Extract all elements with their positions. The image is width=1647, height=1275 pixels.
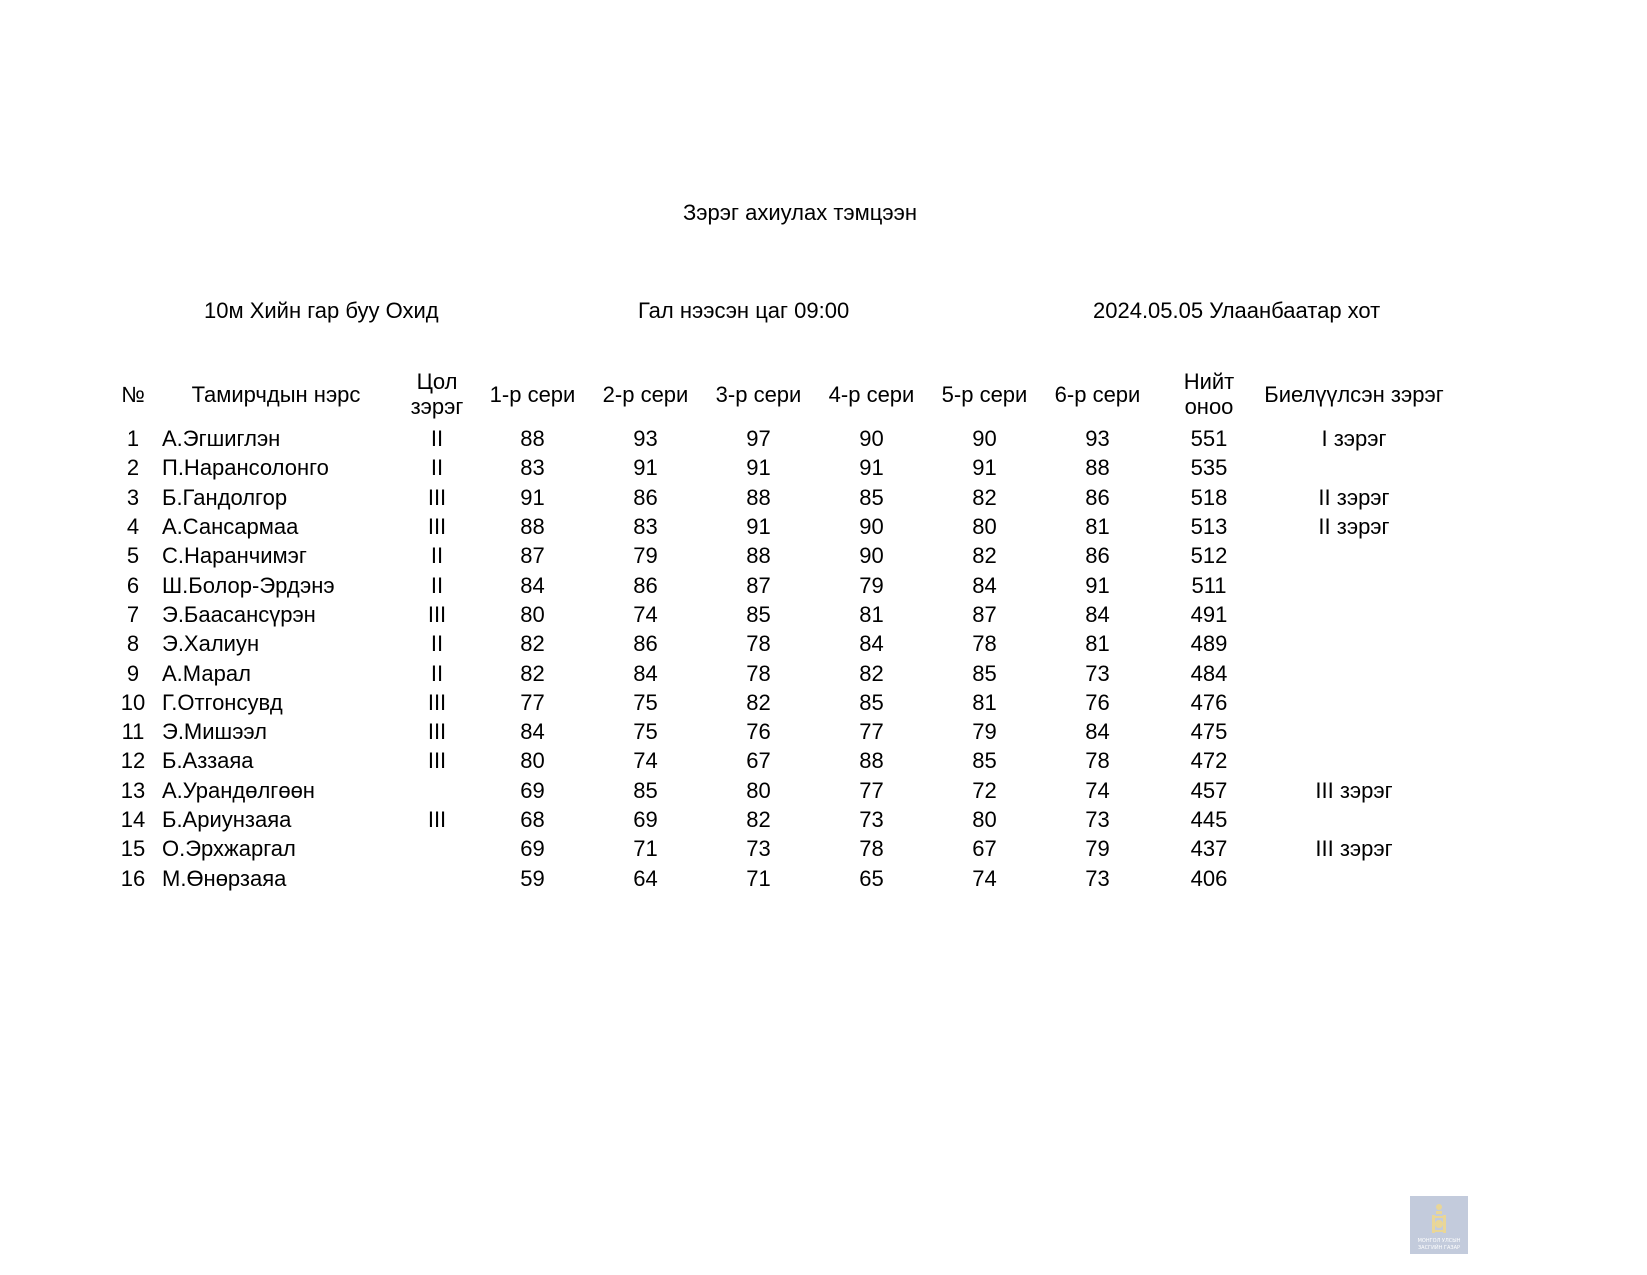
cell-series-2: 74	[633, 748, 658, 774]
cell-current-rank: III	[427, 689, 447, 715]
cell-athlete-name: О.Эрхжаргал	[162, 836, 296, 862]
cell-series-4: 91	[859, 455, 884, 481]
cell-series-5: 74	[972, 865, 997, 891]
table-row	[112, 688, 1444, 717]
cell-total-score: 457	[1190, 777, 1228, 803]
cell-no: 6	[126, 572, 140, 598]
cell-athlete-name: А.Урандөлгөөн	[162, 777, 315, 803]
cell-total-score: 535	[1190, 455, 1228, 481]
cell-series-3: 80	[746, 777, 771, 803]
cell-series-5: 84	[972, 572, 997, 598]
table-row	[112, 424, 1444, 453]
header-series-6: 6-р сери	[1054, 381, 1141, 407]
cell-total-score: 472	[1190, 748, 1228, 774]
header-total: Нийт оноо	[1183, 369, 1235, 419]
cell-current-rank	[398, 863, 476, 892]
cell-total-score: 475	[1190, 719, 1228, 745]
cell-series-1: 88	[520, 426, 545, 452]
cell-achieved-rank	[1264, 600, 1444, 629]
cell-series-5: 67	[972, 836, 997, 862]
cell-series-6: 74	[1085, 777, 1110, 803]
cell-series-4: 85	[859, 484, 884, 510]
table-row	[112, 746, 1444, 775]
cell-series-5: 85	[972, 660, 997, 686]
cell-achieved-rank	[1264, 688, 1444, 717]
cell-no: 3	[126, 484, 140, 510]
cell-series-5: 91	[972, 455, 997, 481]
cell-no: 9	[126, 660, 140, 686]
cell-series-2: 79	[633, 543, 658, 569]
cell-series-3: 82	[746, 689, 771, 715]
cell-total-score: 491	[1190, 601, 1228, 627]
cell-current-rank: II	[430, 631, 444, 657]
table-row	[112, 541, 1444, 570]
cell-achieved-rank	[1264, 629, 1444, 658]
cell-series-6: 86	[1085, 543, 1110, 569]
cell-athlete-name: Э.Баасансүрэн	[162, 601, 316, 627]
cell-total-score: 484	[1190, 660, 1228, 686]
cell-total-score: 518	[1190, 484, 1228, 510]
cell-athlete-name: Э.Халиун	[162, 631, 260, 657]
cell-achieved-rank	[1264, 863, 1444, 892]
cell-total-score: 489	[1190, 631, 1228, 657]
cell-total-score: 406	[1190, 865, 1228, 891]
header-series-5: 5-р сери	[941, 381, 1028, 407]
cell-current-rank: II	[430, 660, 444, 686]
cell-series-4: 65	[859, 865, 884, 891]
cell-current-rank: III	[427, 807, 447, 832]
cell-series-6: 81	[1085, 631, 1110, 657]
cell-series-2: 86	[633, 484, 658, 510]
date-place: 2024.05.05 Улаанбаатар хот	[1093, 298, 1381, 323]
cell-series-3: 67	[746, 748, 771, 774]
cell-series-1: 82	[520, 660, 545, 686]
cell-series-5: 72	[972, 777, 997, 803]
cell-series-1: 87	[520, 543, 545, 569]
cell-series-4: 77	[859, 777, 884, 803]
cell-total-score: 445	[1190, 807, 1228, 832]
cell-achieved-rank: III зэрэг	[1315, 836, 1393, 862]
cell-series-2: 83	[633, 514, 658, 540]
cell-series-5: 79	[972, 719, 997, 745]
cell-series-6: 88	[1085, 455, 1110, 481]
cell-current-rank: III	[427, 719, 447, 745]
cell-series-3: 88	[746, 484, 771, 510]
cell-series-3: 76	[746, 719, 771, 745]
cell-achieved-rank: II зэрэг	[1318, 514, 1390, 540]
header-series-2: 2-р сери	[602, 381, 689, 407]
cell-achieved-rank	[1264, 570, 1444, 599]
cell-series-3: 71	[746, 865, 771, 891]
header-rank: Цол зэрэг	[410, 369, 464, 419]
cell-achieved-rank: III зэрэг	[1315, 777, 1393, 803]
cell-series-2: 91	[633, 455, 658, 481]
cell-current-rank: II	[430, 572, 444, 598]
cell-series-2: 71	[633, 836, 658, 862]
cell-series-3: 82	[746, 807, 771, 832]
cell-series-1: 91	[520, 484, 545, 510]
cell-no: 16	[120, 865, 146, 891]
cell-athlete-name: Б.Ариунзаяа	[162, 807, 292, 832]
cell-series-6: 73	[1085, 807, 1110, 832]
cell-series-5: 78	[972, 631, 997, 657]
table-row	[112, 629, 1444, 658]
cell-total-score: 511	[1191, 572, 1227, 598]
cell-achieved-rank	[1264, 453, 1444, 482]
cell-series-3: 97	[746, 426, 771, 452]
table-row	[112, 483, 1444, 512]
cell-series-4: 81	[859, 601, 884, 627]
cell-series-2: 75	[633, 689, 658, 715]
cell-athlete-name: Б.Аззаяа	[162, 748, 254, 774]
cell-total-score: 512	[1190, 543, 1228, 569]
table-row	[112, 600, 1444, 629]
cell-series-6: 79	[1085, 836, 1110, 862]
cell-series-6: 84	[1085, 601, 1110, 627]
table-row	[112, 805, 1444, 834]
cell-athlete-name: Э.Мишээл	[162, 719, 267, 745]
cell-series-1: 84	[520, 572, 545, 598]
cell-no: 10	[120, 689, 146, 715]
cell-series-1: 80	[520, 601, 545, 627]
cell-series-6: 73	[1085, 660, 1110, 686]
cell-no: 13	[120, 777, 146, 803]
cell-no: 14	[120, 807, 146, 832]
cell-total-score: 476	[1190, 689, 1228, 715]
cell-series-4: 73	[859, 807, 884, 832]
cell-series-6: 76	[1085, 689, 1110, 715]
cell-series-1: 88	[520, 514, 545, 540]
table-row	[112, 717, 1444, 746]
header-no: №	[121, 381, 145, 407]
document-title: Зэрэг ахиулах тэмцээн	[683, 200, 917, 225]
cell-achieved-rank	[1264, 746, 1444, 775]
cell-no: 15	[120, 836, 146, 862]
header-name: Тамирчдын нэрс	[191, 381, 361, 407]
cell-series-6: 73	[1085, 865, 1110, 891]
cell-athlete-name: А.Эгшиглэн	[162, 426, 281, 452]
cell-series-4: 85	[859, 689, 884, 715]
cell-athlete-name: М.Өнөрзаяа	[162, 865, 287, 891]
cell-athlete-name: Б.Гандолгор	[162, 484, 288, 510]
cell-series-4: 77	[859, 719, 884, 745]
cell-series-5: 90	[972, 426, 997, 452]
cell-current-rank: III	[427, 748, 447, 774]
cell-total-score: 437	[1190, 836, 1228, 862]
cell-series-1: 77	[520, 689, 545, 715]
table-row	[112, 453, 1444, 482]
cell-series-5: 82	[972, 484, 997, 510]
cell-total-score: 513	[1190, 514, 1228, 540]
cell-series-3: 91	[746, 455, 771, 481]
results-table	[112, 364, 1444, 893]
header-series-4: 4-р сери	[828, 381, 915, 407]
header-series-1: 1-р сери	[489, 381, 576, 407]
cell-achieved-rank	[1264, 717, 1444, 746]
cell-series-5: 87	[972, 601, 997, 627]
header-achieved: Биелүүлсэн зэрэг	[1264, 381, 1444, 407]
header-series-3: 3-р сери	[715, 381, 802, 407]
cell-current-rank: III	[427, 601, 447, 627]
seal-text-line-2: ЗАСГИЙН ГАЗАР	[1417, 1245, 1461, 1251]
seal-text-line-1: МОНГОЛ УЛСЫН	[1417, 1238, 1461, 1244]
table-header-row	[112, 364, 1444, 424]
cell-series-3: 91	[746, 514, 771, 540]
table-row	[112, 863, 1444, 892]
cell-series-2: 74	[633, 601, 658, 627]
cell-series-1: 59	[520, 865, 545, 891]
government-seal	[1410, 1196, 1468, 1254]
cell-series-2: 64	[633, 865, 658, 891]
cell-series-4: 82	[859, 660, 884, 686]
cell-series-2: 93	[633, 426, 658, 452]
cell-current-rank: II	[430, 543, 444, 569]
cell-series-5: 85	[972, 748, 997, 774]
cell-series-3: 87	[746, 572, 771, 598]
cell-current-rank: II	[430, 455, 444, 481]
cell-series-6: 93	[1085, 426, 1110, 452]
soyombo-emblem-icon	[1410, 1196, 1468, 1254]
cell-series-1: 84	[520, 719, 545, 745]
cell-athlete-name: Ш.Болор-Эрдэнэ	[162, 572, 335, 598]
cell-series-5: 80	[972, 514, 997, 540]
results-body	[112, 424, 1444, 893]
table-row	[112, 658, 1444, 687]
cell-series-4: 79	[859, 572, 884, 598]
cell-series-5: 80	[972, 807, 997, 832]
cell-series-1: 68	[520, 807, 545, 832]
cell-series-6: 86	[1085, 484, 1110, 510]
cell-series-4: 88	[859, 748, 884, 774]
table-row	[112, 834, 1444, 863]
cell-achieved-rank	[1264, 541, 1444, 570]
cell-series-2: 85	[633, 777, 658, 803]
cell-series-2: 84	[633, 660, 658, 686]
cell-series-2: 86	[633, 631, 658, 657]
cell-series-4: 84	[859, 631, 884, 657]
cell-current-rank	[398, 776, 476, 805]
cell-current-rank	[398, 834, 476, 863]
event-name: 10м Хийн гар буу Охид	[204, 298, 439, 323]
cell-athlete-name: С.Наранчимэг	[162, 543, 307, 569]
cell-athlete-name: А.Сансармаа	[162, 514, 299, 540]
cell-series-3: 85	[746, 601, 771, 627]
cell-series-2: 86	[633, 572, 658, 598]
table-row	[112, 776, 1444, 805]
cell-series-4: 78	[859, 836, 884, 862]
cell-series-6: 81	[1085, 514, 1110, 540]
cell-achieved-rank: I зэрэг	[1321, 426, 1387, 452]
cell-no: 8	[126, 631, 140, 657]
cell-series-3: 88	[746, 543, 771, 569]
cell-series-6: 84	[1085, 719, 1110, 745]
cell-series-5: 81	[972, 689, 997, 715]
cell-no: 12	[120, 748, 146, 774]
cell-series-6: 78	[1085, 748, 1110, 774]
start-time: Гал нээсэн цаг 09:00	[638, 298, 850, 323]
cell-no: 2	[126, 455, 140, 481]
cell-series-1: 80	[520, 748, 545, 774]
cell-athlete-name: А.Марал	[162, 660, 251, 686]
cell-series-4: 90	[859, 426, 884, 452]
cell-achieved-rank	[1264, 658, 1444, 687]
cell-series-3: 78	[746, 660, 771, 686]
cell-achieved-rank: II зэрэг	[1318, 484, 1390, 510]
table-row	[112, 570, 1444, 599]
cell-series-3: 73	[746, 836, 771, 862]
cell-series-4: 90	[859, 543, 884, 569]
cell-total-score: 551	[1190, 426, 1228, 452]
cell-series-1: 83	[520, 455, 545, 481]
cell-series-1: 69	[520, 777, 545, 803]
cell-athlete-name: Г.Отгонсувд	[162, 689, 283, 715]
cell-series-2: 69	[633, 807, 658, 832]
cell-current-rank: III	[427, 484, 447, 510]
cell-series-1: 69	[520, 836, 545, 862]
cell-current-rank: II	[430, 426, 444, 452]
cell-series-1: 82	[520, 631, 545, 657]
cell-current-rank: III	[427, 514, 447, 540]
cell-athlete-name: П.Нарансолонго	[162, 455, 329, 481]
cell-series-5: 82	[972, 543, 997, 569]
cell-achieved-rank	[1264, 805, 1444, 834]
cell-no: 7	[126, 601, 140, 627]
cell-series-2: 75	[633, 719, 658, 745]
cell-series-6: 91	[1085, 572, 1110, 598]
table-row	[112, 512, 1444, 541]
cell-no: 11	[121, 719, 145, 745]
cell-series-4: 90	[859, 514, 884, 540]
cell-no: 5	[126, 543, 140, 569]
cell-no: 4	[126, 514, 140, 540]
cell-no: 1	[126, 426, 140, 452]
cell-series-3: 78	[746, 631, 771, 657]
